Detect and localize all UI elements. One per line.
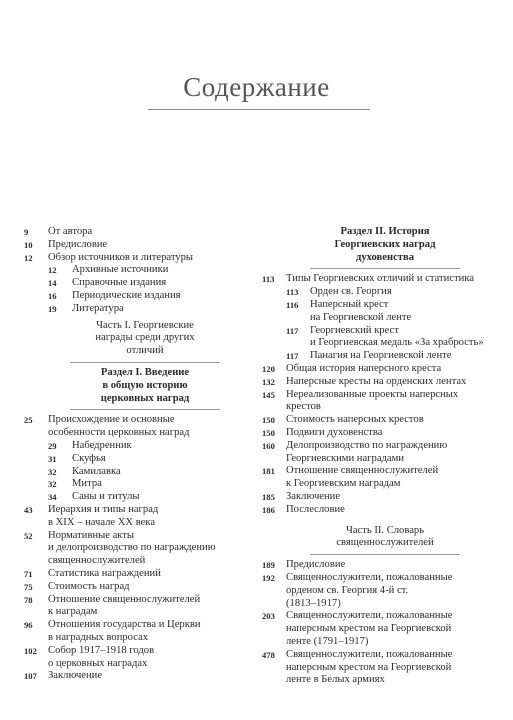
entry-title: Нереализованные проекты наперсных крестов [286,388,459,413]
entry-title: Камилавка [72,465,121,477]
page-number: 78 [24,594,33,605]
section-divider [70,362,220,363]
entry-title: Священнослужители, пожалованные наперсным крестом на Георгиевской ленте в Белых армиях [286,648,453,686]
page-number: 203 [262,611,275,622]
toc-entry[interactable] [24,670,256,683]
part-heading [262,525,498,551]
page-number: 113 [286,287,299,298]
page-number: 145 [262,389,275,400]
page-number: 19 [48,303,57,314]
toc-right-column [262,226,498,687]
entry-title: Статистика награждений [48,567,161,579]
entry-title: Послесловие [286,503,345,515]
heading-line: духовенства [355,251,415,263]
toc-subentry[interactable] [24,440,256,453]
page-number: 160 [262,440,275,451]
page-number: 25 [24,415,33,426]
toc-entry[interactable] [24,568,256,581]
toc-subentry[interactable] [24,303,256,316]
page-title: Содержание [183,72,330,102]
entry-title: Литература [72,302,124,314]
page-number: 107 [24,671,37,682]
toc-entry[interactable] [24,414,256,440]
page-number: 185 [262,491,275,502]
page-number: 43 [24,504,33,515]
toc-entry[interactable] [262,414,498,427]
page-number: 12 [24,252,33,263]
entry-title: Заключение [286,490,341,502]
heading-line: церковных наград [100,392,190,404]
page-number: 71 [24,568,33,579]
toc-entry[interactable] [262,273,498,286]
page-number: 52 [24,530,33,541]
heading-line: Георгиевских наград [334,238,436,250]
heading-line: в общую историю [102,379,188,391]
entry-title: Набедренник [72,439,132,451]
page-number: 34 [48,492,57,503]
toc-subentry[interactable] [24,478,256,491]
entry-title: Саны и титулы [72,491,140,503]
heading-line: награды среди других [95,332,195,344]
toc-entry[interactable] [262,376,498,389]
entry-title: Заключение [48,670,103,682]
page-number: 29 [48,440,57,451]
page-number: 9 [24,227,29,237]
toc-entry[interactable] [262,504,498,517]
toc-entry[interactable] [262,389,498,415]
entry-title: Архивные источники [72,264,169,276]
toc-subentry[interactable] [24,264,256,277]
toc-entry[interactable] [24,619,256,645]
entry-title: Наперсный крест на Георгиевской ленте [310,298,412,323]
page-number: 117 [286,351,299,362]
toc-left-column [24,226,256,683]
page-number: 132 [262,376,275,387]
page-number: 12 [48,265,57,276]
entry-title: От автора [48,226,93,237]
toc-entry[interactable] [262,610,498,648]
toc-entry[interactable] [24,594,256,620]
page-number: 192 [262,572,275,583]
entry-title: Происхождение и основные особенности церковных наград [48,414,190,439]
toc-subentry[interactable] [262,325,498,351]
toc-entry[interactable] [262,491,498,504]
entry-title: Священнослужители, пожалованные наперсным крестом на Георгиевской ленте (1791–1917) [286,610,453,647]
entry-title: Скуфья [72,452,106,464]
entry-title: Предисловие [48,238,108,250]
toc-subentry[interactable] [262,299,498,325]
toc-entry[interactable] [24,645,256,671]
page-number: 150 [262,415,275,426]
entry-title: Обзор источников и литературы [48,251,194,263]
entry-title: Орден св. Георгия [310,286,392,298]
toc-entry[interactable] [262,363,498,376]
heading-line: Часть I. Георгиевские [96,319,194,331]
toc-entry[interactable] [262,427,498,440]
page-number: 116 [286,299,299,310]
toc-entry[interactable] [24,226,256,239]
page-number: 14 [48,278,57,289]
page-number: 181 [262,466,275,477]
heading-line: Раздел II. История [340,226,430,237]
page-number: 96 [24,620,33,631]
section-heading [262,226,498,264]
toc-entry[interactable] [24,581,256,594]
toc-subentry[interactable] [262,350,498,363]
entry-title: Стоимость наперсных крестов [286,414,424,426]
entry-title: Типы Георгиевских отличий и статистика [286,273,475,285]
page-number: 478 [262,649,275,660]
entry-title: Панагия на Георгиевской ленте [310,350,452,362]
page-number: 113 [262,274,275,285]
toc-subentry[interactable] [24,491,256,504]
page-number: 186 [262,504,275,515]
entry-title: Отношение священнослужителей к наградам [48,593,201,618]
toc-subentry[interactable] [24,290,256,303]
part-heading [24,320,256,358]
toc-entry[interactable] [262,440,498,466]
entry-title: Предисловие [286,559,346,571]
toc-subentry[interactable] [24,277,256,290]
entry-title: Иерархия и типы наград в XIX – начале XX века [48,503,159,528]
toc-entry[interactable] [24,530,256,568]
heading-line: Раздел I. Введение [100,366,190,378]
entry-title: Отношение священнослужителей к Георгиевским наградам [286,465,439,490]
page-number: 31 [48,453,57,464]
entry-title: Наперсные кресты на орденских лентах [286,375,467,387]
entry-title: Священнослужители, пожалованные орденом св. Георгия 4-й ст. (1813–1917) [286,571,453,609]
page-number: 189 [262,560,275,571]
page-number: 32 [48,479,57,490]
entry-title: Нормативные акты и делопроизводство по награждению священнослужителей [48,529,216,567]
toc-entry[interactable] [262,465,498,491]
section-divider [310,268,460,269]
heading-line: Часть II. Словарь [345,524,425,536]
toc-subentry[interactable] [24,453,256,466]
heading-line: отличий [126,345,164,357]
page-number: 150 [262,427,275,438]
entry-title: Справочные издания [72,277,167,289]
page-number: 102 [24,645,37,656]
page-number: 120 [262,363,275,374]
section-divider [310,554,460,555]
entry-title: Отношения государства и Церкви в наградных вопросах [48,619,201,643]
toc-entry[interactable] [262,559,498,572]
page-number: 10 [24,239,33,250]
heading-line: священнослужителей [336,537,434,549]
entry-title: Общая история наперсного креста [286,362,442,374]
entry-title: Периодические издания [72,289,181,301]
entry-title: Митра [72,478,102,490]
toc-subentry[interactable] [24,466,256,479]
toc-subentry[interactable] [262,286,498,299]
toc-entry[interactable] [24,252,256,265]
entry-title: Делопроизводство по награждению Георгиевскими наградами [286,439,448,464]
page-number: 117 [286,325,299,336]
page-number: 16 [48,290,57,301]
toc-entry[interactable] [24,504,256,530]
title-underline [148,109,370,110]
section-heading [24,367,256,405]
section-divider [70,409,220,410]
entry-title: Собор 1917–1918 годов о церковных наградах [48,644,155,669]
toc-entry[interactable] [24,239,256,252]
toc-entry[interactable] [262,649,498,687]
toc-entry[interactable] [262,572,498,610]
entry-title: Подвиги духовенства [286,426,383,438]
entry-title: Георгиевский крест и Георгиевская медаль «За храбрость» [310,324,484,349]
page-number: 75 [24,581,33,592]
page-number: 32 [48,466,57,477]
entry-title: Стоимость наград [48,580,130,592]
